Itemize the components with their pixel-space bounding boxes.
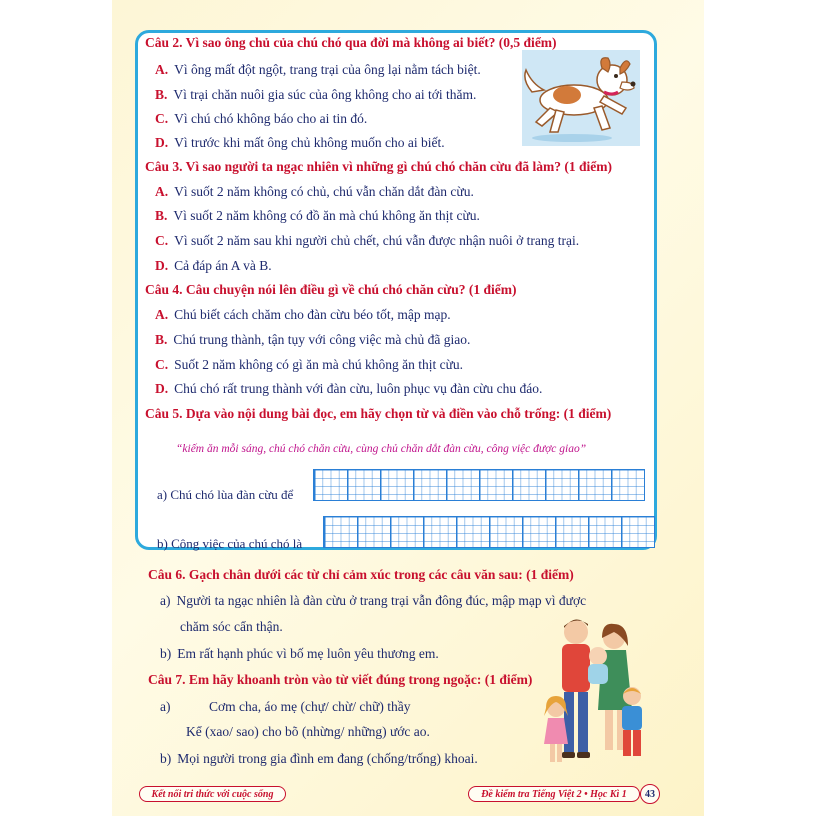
q5-item-a-label: a) Chú chó lùa đàn cừu để <box>157 487 294 502</box>
question-5-title: Câu 5. Dựa vào nội dung bài đọc, em hãy chọn từ và điền vào chỗ trống: (1 điểm) <box>145 406 612 421</box>
q2-option-b[interactable]: B. Vì trại chăn nuôi gia súc của ông không cho ai tới thăm. <box>155 87 477 102</box>
q7-item-a-line1[interactable]: Cơm cha, áo mẹ (chự/ chừ/ chữ) thầy <box>209 699 411 714</box>
question-4-title: Câu 4. Câu chuyện nói lên điều gì về chú chó chăn cừu? (1 điểm) <box>145 282 517 297</box>
q7-item-b[interactable]: b) Mọi người trong gia đình em đang (chống/trống) khoai. <box>160 751 478 766</box>
q4-option-d[interactable]: D. Chú chó rất trung thành với đàn cừu, luôn phục vụ đàn cừu chu đáo. <box>155 381 543 396</box>
q5-answer-grid-a[interactable] <box>313 469 645 501</box>
question-7-title: Câu 7. Em hãy khoanh tròn vào từ viết đúng trong ngoặc: (1 điểm) <box>148 672 533 687</box>
q3-option-d[interactable]: D. Cả đáp án A và B. <box>155 258 272 273</box>
q6-sentence-a-continued[interactable]: chăm sóc cẩn thận. <box>180 619 283 634</box>
page-number: 43 <box>640 784 660 804</box>
running-dog-illustration <box>522 50 640 146</box>
q5-item-b-label: b) Công việc của chú chó là <box>157 536 303 551</box>
family-illustration <box>542 612 650 772</box>
question-3-title: Câu 3. Vì sao người ta ngạc nhiên vì những gì chú chó chăn cừu đã làm? (1 điểm) <box>145 159 612 174</box>
q4-option-a[interactable]: A. Chú biết cách chăm cho đàn cừu béo tốt, mập mạp. <box>155 307 451 322</box>
q5-answer-grid-b[interactable] <box>323 516 655 548</box>
q7-item-a-line2[interactable]: Kể (xao/ sao) cho bõ (nhừng/ những) ước ao. <box>186 724 430 739</box>
footer-series-title: Kết nối tri thức với cuộc sống <box>139 786 286 802</box>
footer-book-title: Đề kiểm tra Tiếng Việt 2 • Học Kì 1 <box>468 786 640 802</box>
q4-option-c[interactable]: C. Suốt 2 năm không có gì ăn mà chú không ăn thịt cừu. <box>155 357 464 372</box>
q6-sentence-a[interactable]: a) Người ta ngạc nhiên là đàn cừu ở trang trại vẫn đông đúc, mập mạp vì được <box>160 593 587 608</box>
q2-option-d[interactable]: D. Vì trước khi mất ông chủ không muốn cho ai biết. <box>155 135 445 150</box>
q3-option-a[interactable]: A. Vì suốt 2 năm không có chủ, chú vẫn chăn dắt đàn cừu. <box>155 184 474 199</box>
q3-option-c[interactable]: C. Vì suốt 2 năm sau khi người chủ chết, chú vẫn được nhận nuôi ở trang trại. <box>155 233 580 248</box>
question-6-title: Câu 6. Gạch chân dưới các từ chỉ cảm xúc trong các câu văn sau: (1 điểm) <box>148 567 574 582</box>
q2-option-c[interactable]: C. Vì chú chó không báo cho ai tin đó. <box>155 111 368 126</box>
q4-option-b[interactable]: B. Chú trung thành, tận tụy với công việc mà chủ đã giao. <box>155 332 471 347</box>
q7-item-a-key: a) <box>160 699 171 714</box>
q2-option-a[interactable]: A. Vì ông mất đột ngột, trang trại của ông lại nằm tách biệt. <box>155 62 481 77</box>
question-2-title: Câu 2. Vì sao ông chủ của chú chó qua đời mà không ai biết? (0,5 điểm) <box>145 35 557 50</box>
q6-sentence-b[interactable]: b) Em rất hạnh phúc vì bố mẹ luôn yêu thương em. <box>160 646 439 661</box>
q3-option-b[interactable]: B. Vì suốt 2 năm không có đồ ăn mà chú không ăn thịt cừu. <box>155 208 480 223</box>
word-bank-hint: “kiếm ăn mỗi sáng, chú chó chăn cừu, cùng chủ chăn dắt đàn cừu, công việc được giao” <box>176 443 587 455</box>
